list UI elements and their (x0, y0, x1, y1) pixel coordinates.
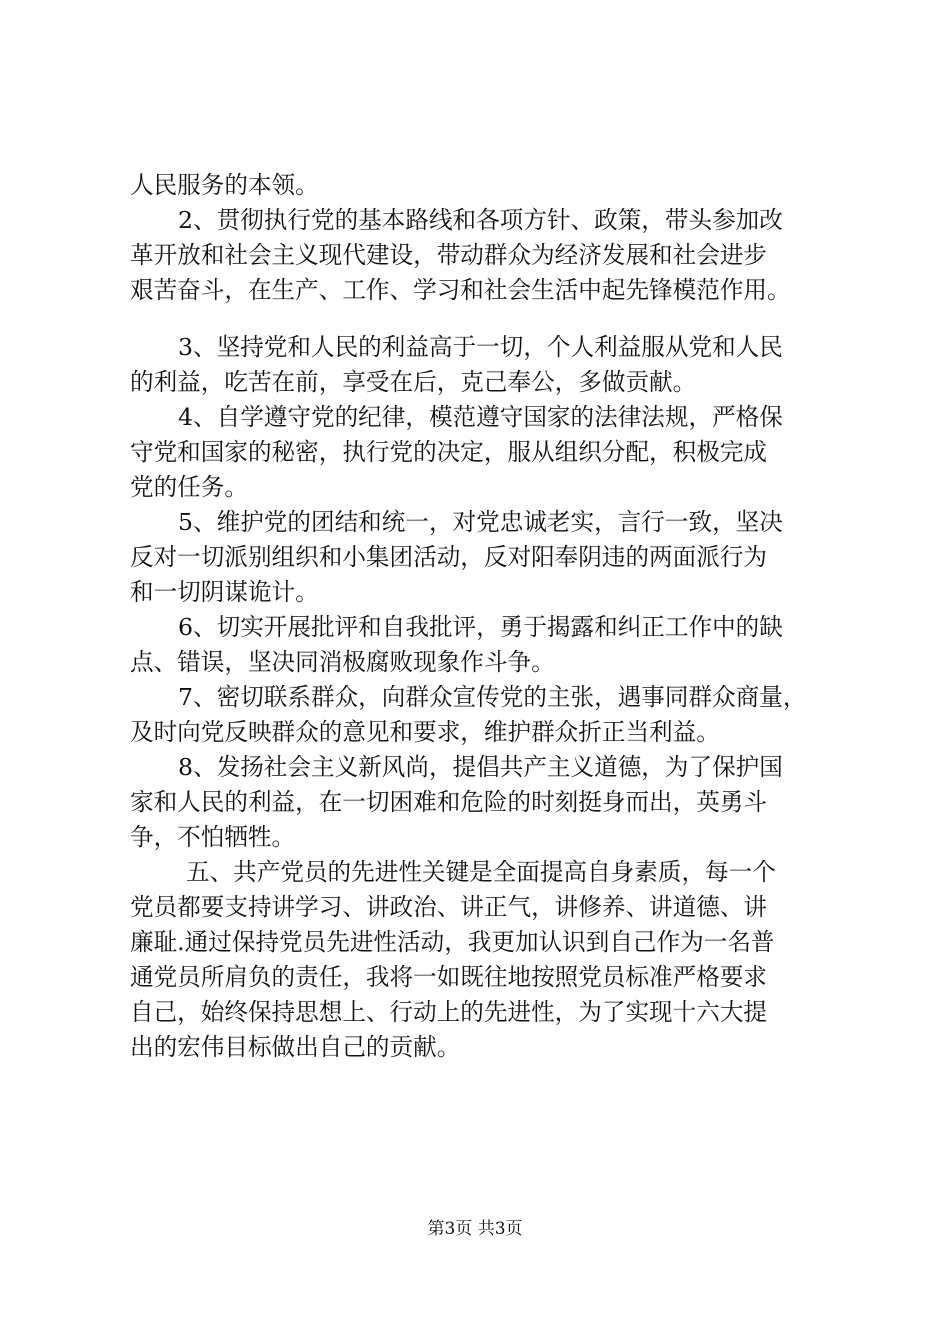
text-line: 3、坚持党和人民的利益高于一切，个人利益服从党和人民 (178, 333, 783, 361)
text-line: 点、错误，坚决同消极腐败现象作斗争。 (130, 648, 555, 676)
text-line: 的利益，吃苦在前，享受在后，克己奉公，多做贡献。 (130, 368, 697, 396)
text-line: 8、发扬社会主义新风尚，提倡共产主义道德，为了保护国 (178, 753, 783, 781)
text-line: 及时向党反映群众的意见和要求，维护群众折正当利益。 (130, 718, 720, 746)
text-line: 出的宏伟目标做出自己的贡献。 (130, 1033, 461, 1061)
text-line: 2、贯彻执行党的基本路线和各项方针、政策，带头参加改 (178, 206, 783, 234)
text-line: 守党和国家的秘密，执行党的决定，服从组织分配，积极完成 (130, 438, 768, 466)
text-line: 反对一切派别组织和小集团活动，反对阳奉阴违的两面派行为 (130, 543, 768, 571)
page-number-label: 第3页 共3页 (427, 1219, 523, 1239)
text-line: 通党员所肩负的责任，我将一如既往地按照党员标准严格要求 (130, 963, 768, 991)
text-line: 人民服务的本领。 (130, 171, 319, 199)
text-line: 5、维护党的团结和统一，对党忠诚老实，言行一致，坚决 (178, 508, 783, 536)
page-footer (0, 1217, 950, 1241)
text-line: 自己，始终保持思想上、行动上的先进性，为了实现十六大提 (130, 998, 768, 1026)
text-line: 艰苦奋斗，在生产、工作、学习和社会生活中起先锋模范作用。 (130, 276, 791, 304)
text-line: 党员都要支持讲学习、讲政治、讲正气，讲修养、讲道德、讲 (130, 893, 768, 921)
text-line: 争，不怕牺牲。 (130, 823, 296, 851)
text-line: 7、密切联系群众，向群众宣传党的主张，遇事同群众商量， (178, 683, 807, 711)
text-line: 五、共产党员的先进性关键是全面提高自身素质，每一个 (186, 858, 776, 886)
document-body (130, 168, 848, 1065)
text-line: 家和人民的利益，在一切困难和危险的时刻挺身而出，英勇斗 (130, 788, 768, 816)
paragraph-gap (130, 308, 848, 330)
text-line: 和一切阴谋诡计。 (130, 578, 319, 606)
text-line: 党的任务。 (130, 473, 248, 501)
text-line: 4、自学遵守党的纪律，模范遵守国家的法律法规，严格保 (178, 403, 783, 431)
text-line: 廉耻.通过保持党员先进性活动，我更加认识到自己作为一名普 (130, 928, 775, 956)
text-line: 革开放和社会主义现代建设，带动群众为经济发展和社会进步 (130, 241, 768, 269)
text-line: 6、切实开展批评和自我批评，勇于揭露和纠正工作中的缺 (178, 613, 783, 641)
